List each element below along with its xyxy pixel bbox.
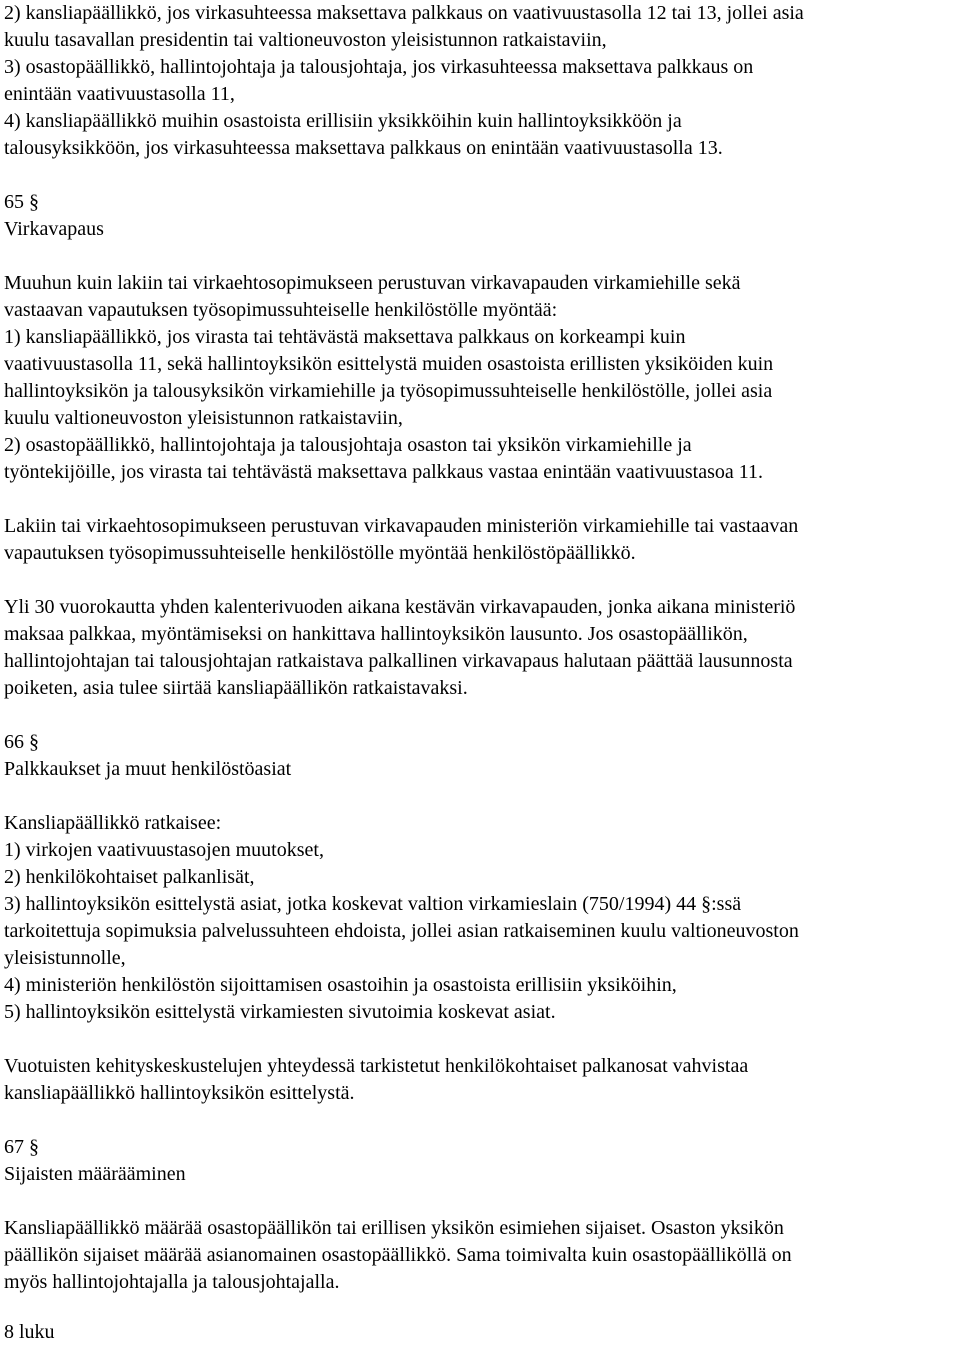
text-line: 3) hallintoyksikön esittelystä asiat, jotka koskevat valtion virkamieslain (750/1994) 44 §:ssä [4,893,742,915]
section-number: 66 § [4,731,39,753]
section-67-paragraph-1 [4,1215,960,1296]
section-65 [4,189,960,243]
text-line: Muuhun kuin lakiin tai virkaehtosopimukseen perustuvan virkavapauden virkamiehille sekä [4,272,741,294]
text-line: maksaa palkkaa, myöntämiseksi on hankittava hallintoyksikön lausunto. Jos osastopäällikön, [4,623,748,645]
section-66 [4,729,960,783]
section-title: Sijaisten määrääminen [4,1163,186,1185]
section-65-paragraph-1 [4,270,960,486]
text-line: hallintojohtajan tai talousjohtajan ratkaistava palkallinen virkavapaus halutaan päättää lausunnosta [4,650,793,672]
text-line: Kansliapäällikkö ratkaisee: [4,812,222,834]
section-number: 67 § [4,1136,39,1158]
text-line: tarkoitettuja sopimuksia palvelussuhteen ehdoista, jollei asian ratkaiseminen kuulu valtioneuvoston [4,920,799,942]
text-line: 2) kansliapäällikkö, jos virkasuhteessa maksettava palkkaus on vaativuustasolla 12 tai 13, jollei asia [4,2,804,24]
section-65-paragraph-2 [4,513,960,567]
text-line: enintään vaativuustasolla 11, [4,83,235,105]
text-line: 4) kansliapäällikkö muihin osastoista erillisiin yksikköihin kuin hallintoyksikköön ja [4,110,682,132]
spacer [4,1188,960,1215]
text-line: 3) osastopäällikkö, hallintojohtaja ja talousjohtaja, jos virkasuhteessa maksettava palkkaus on [4,56,754,78]
text-line: päällikön sijaiset määrää asianomainen osastopäällikkö. Sama toimivalta kuin osastopäälliköllä on [4,1244,792,1266]
spacer [4,243,960,270]
text-line: 1) virkojen vaativuustasojen muutokset, [4,839,324,861]
text-line: kuulu valtioneuvoston yleisistunnon ratkaistaviin, [4,407,403,429]
text-line: poiketen, asia tulee siirtää kansliapäällikön ratkaistavaksi. [4,677,468,699]
section-67 [4,1134,960,1188]
spacer [4,702,960,729]
section-66-paragraph-2 [4,1053,960,1107]
section-65-paragraph-3 [4,594,960,702]
section-number: 65 § [4,191,39,213]
text-line: 4) ministeriön henkilöstön sijoittamisen osastoihin ja osastoista erillisiin yksiköihin, [4,974,677,996]
text-line: työntekijöille, jos virasta tai tehtävästä maksettava palkkaus vastaa enintään vaativuustasoa 11. [4,461,764,483]
text-line: 2) henkilökohtaiset palkanlisät, [4,866,255,888]
text-line: talousyksikköön, jos virkasuhteessa maksettava palkkaus on enintään vaativuustasolla 13. [4,137,723,159]
top-items-block [4,0,960,162]
chapter-heading: 8 luku [4,1321,55,1343]
text-line: Kansliapäällikkö määrää osastopäällikön tai erillisen yksikön esimiehen sijaiset. Osaston yksikön [4,1217,784,1239]
chapter-8 [4,1319,960,1346]
spacer [4,1296,960,1319]
text-line: vapautuksen työsopimussuhteiselle henkilöstölle myöntää henkilöstöpäällikkö. [4,542,636,564]
text-line: 5) hallintoyksikön esittelystä virkamiesten sivutoimia koskevat asiat. [4,1001,556,1023]
text-line: kansliapäällikkö hallintoyksikön esittelystä. [4,1082,355,1104]
text-line: Lakiin tai virkaehtosopimukseen perustuvan virkavapauden ministeriön virkamiehille tai vastaavan [4,515,799,537]
text-line: 1) kansliapäällikkö, jos virasta tai tehtävästä maksettava palkkaus on korkeampi kuin [4,326,686,348]
spacer [4,162,960,189]
text-line: myös hallintojohtajalla ja talousjohtajalla. [4,1271,340,1293]
spacer [4,567,960,594]
spacer [4,1107,960,1134]
text-line: Yli 30 vuorokautta yhden kalenterivuoden aikana kestävän virkavapauden, jonka aikana ministeriö [4,596,796,618]
text-line: hallintoyksikön ja talousyksikön virkamiehille ja työsopimussuhteiselle henkilöstölle, jollei asia [4,380,773,402]
spacer [4,486,960,513]
spacer [4,783,960,810]
text-line: Vuotuisten kehityskeskustelujen yhteydessä tarkistetut henkilökohtaiset palkanosat vahvistaa [4,1055,749,1077]
text-line: 2) osastopäällikkö, hallintojohtaja ja talousjohtaja osaston tai yksikön virkamiehille ja [4,434,692,456]
text-line: vastaavan vapautuksen työsopimussuhteiselle henkilöstölle myöntää: [4,299,558,321]
text-line: yleisistunnolle, [4,947,126,969]
section-66-paragraph-1 [4,810,960,1026]
section-title: Virkavapaus [4,218,104,240]
text-line: vaativuustasolla 11, sekä hallintoyksikön esittelystä muiden osastoista erillisten yksiköiden kuin [4,353,774,375]
text-line: kuulu tasavallan presidentin tai valtioneuvoston yleisistunnon ratkaistaviin, [4,29,607,51]
section-title: Palkkaukset ja muut henkilöstöasiat [4,758,292,780]
spacer [4,1026,960,1053]
